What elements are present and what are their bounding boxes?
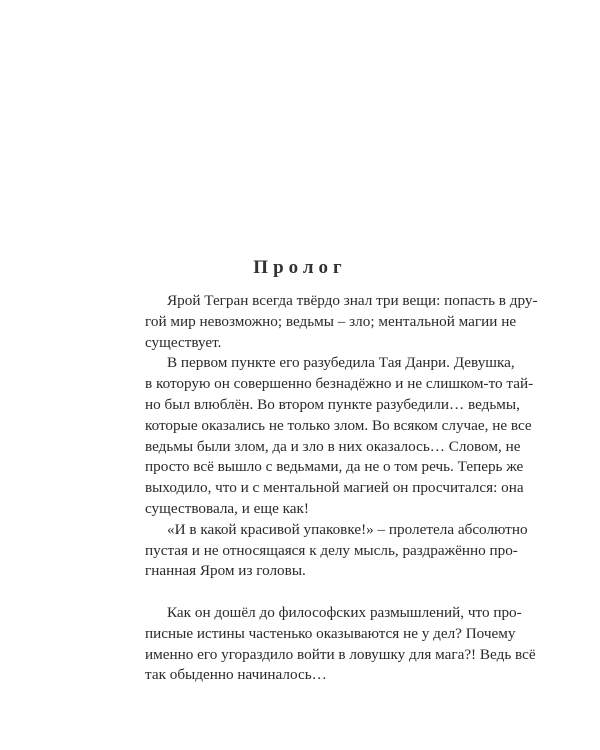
- text-line: которые оказались не только злом. Во всяком случае, не все: [145, 416, 532, 434]
- text-line: гнанная Яром из головы.: [145, 562, 306, 580]
- paragraph: [145, 603, 536, 686]
- text-line: существует.: [145, 333, 222, 351]
- chapter-title: Пролог: [253, 257, 347, 278]
- text-line: ведьмы были злом, да и зло в них оказалось… Словом, не: [145, 437, 521, 455]
- text-line: Как он дошёл до философских размышлений, что про-: [167, 603, 522, 621]
- text-line: пустая и не относящаяся к делу мысль, раздражённо про-: [145, 541, 518, 559]
- text-line: так обыденно начиналось…: [145, 666, 327, 684]
- body-text: [145, 291, 538, 686]
- section-break: [145, 582, 458, 603]
- paragraph: [145, 520, 528, 582]
- text-line: но был влюблён. Во втором пункте разубедили… ведьмы,: [145, 395, 520, 413]
- text-line: существовала, и еще как!: [145, 499, 309, 517]
- text-line: «И в какой красивой упаковке!» – пролетела абсолютно: [167, 520, 528, 538]
- text-line: просто всё вышло с ведьмами, да не о том речь. Теперь же: [145, 458, 524, 476]
- text-line: гой мир невозможно; ведьмы – зло; ментальной магии не: [145, 312, 517, 330]
- text-line: именно его угораздило войти в ловушку для мага?! Ведь всё: [145, 645, 536, 663]
- text-line: выходило, что и с ментальной магией он просчитался: она: [145, 479, 524, 497]
- text-line: в которую он совершенно безнадёжно и не слишком-то тай-: [145, 375, 534, 393]
- text-line: В первом пункте его разубедила Тая Данри. Девушка,: [167, 354, 515, 372]
- paragraph: [145, 291, 538, 353]
- paragraph: [145, 353, 534, 519]
- text-line: Ярой Тегран всегда твёрдо знал три вещи: попасть в дру-: [167, 292, 538, 309]
- text-line: писные истины частенько оказываются не у дел? Почему: [145, 624, 516, 642]
